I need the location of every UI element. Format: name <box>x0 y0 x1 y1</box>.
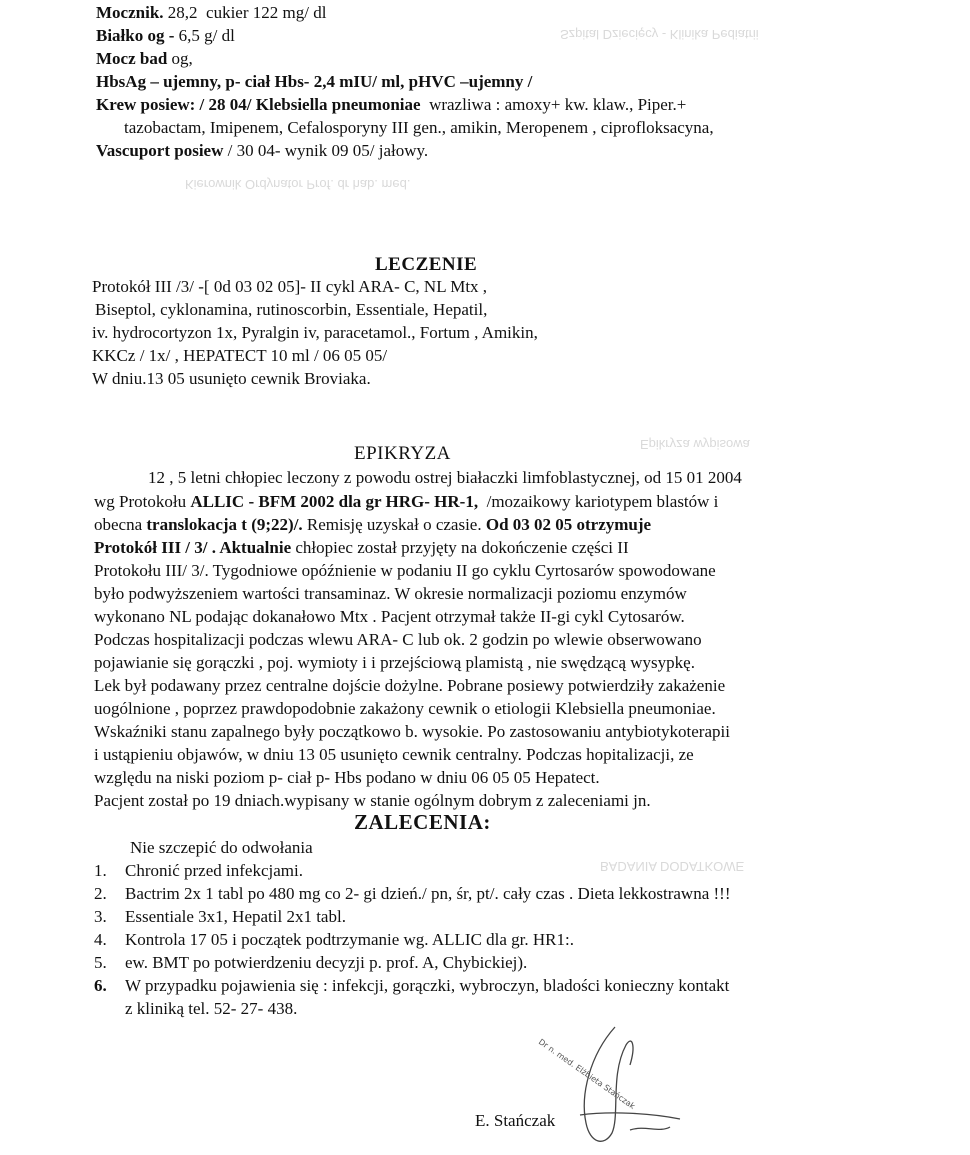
bleed-through-text: Epikryza wypisowa <box>640 437 750 452</box>
epikryza-protocol: ALLIC - BFM 2002 dla gr HRG- HR-1, <box>190 492 479 511</box>
epikryza-line: było podwyższeniem wartości transaminaz. W okresie normalizacji poziomu enzymów <box>94 584 687 603</box>
epikryza-line: pojawianie się gorączki , poj. wymioty i i przejściową plamistą , nie swędzącą wysypkę. <box>94 653 695 672</box>
zalecenia-item-text: Essentiale 3x1, Hepatil 2x1 tabl. <box>125 907 346 926</box>
result-krew-line2: tazobactam, Imipenem, Cefalosporyny III gen., amikin, Meropenem , ciprofloksacyna, <box>124 118 714 137</box>
zalecenia-item-text: W przypadku pojawienia się : infekcji, gorączki, wybroczyn, bladości konieczny kontakt <box>125 976 730 995</box>
result-vascuport-rest: / 30 04- wynik 09 05/ jałowy. <box>227 141 429 160</box>
zalecenia-item-text: Bactrim 2x 1 tabl po 480 mg co 2- gi dzień./ pn, śr, pt/. cały czas . Dieta lekkostrawna !!! <box>125 884 731 903</box>
epikryza-text: wg Protokołu <box>94 492 187 511</box>
epikryza-line: Pacjent został po 19 dniach.wypisany w stanie ogólnym dobrym z zaleceniami jn. <box>94 791 651 810</box>
zalecenia-item-number: 1. <box>94 861 107 880</box>
zalecenia-item-text: ew. BMT po potwierdzeniu decyzji p. prof. A, Chybickiej). <box>125 953 528 972</box>
zalecenia-item-number: 3. <box>94 907 107 926</box>
zalecenia-item-text: Kontrola 17 05 i początek podtrzymanie wg. ALLIC dla gr. HR1:. <box>125 930 574 949</box>
result-mocz <box>96 50 193 67</box>
result-mocz-label: Mocz bad <box>96 49 168 68</box>
epikryza-line: względu na niski poziom p- ciał p- Hbs podano w dniu 06 05 05 Hepatect. <box>94 768 600 787</box>
epikryza-line: Protokołu III/ 3/. Tygodniowe opóźnienie w podaniu II go cyklu Cyrtosarów spowodowane <box>94 561 716 580</box>
result-mocznik-label: Mocznik. <box>96 3 164 22</box>
leczenie-line: KKCz / 1x/ , HEPATECT 10 ml / 06 05 05/ <box>92 346 388 365</box>
leczenie-line: iv. hydrocortyzon 1x, Pyralgin iv, paracetamol., Fortum , Amikin, <box>92 323 538 342</box>
zalecenia-intro: Nie szczepić do odwołania <box>130 838 313 857</box>
section-title-leczenie: LECZENIE <box>375 254 478 275</box>
leczenie-line: Biseptol, cyklonamina, rutinoscorbin, Essentiale, Hepatil, <box>95 300 488 319</box>
epikryza-text: /mozaikowy kariotypem blastów i <box>486 492 719 511</box>
epikryza-line <box>94 516 651 533</box>
epikryza-line: wykonano NL podając dokanałowo Mtx . Pacjent otrzymał także II-gi cykl Cytosarów. <box>94 607 685 626</box>
zalecenia-item-text: Chronić przed infekcjami. <box>125 861 303 880</box>
epikryza-line <box>94 539 629 556</box>
zalecenia-item-number: 5. <box>94 953 107 972</box>
section-title-zalecenia: ZALECENIA: <box>354 810 491 834</box>
epikryza-text: Remisję uzyskał o czasie. <box>306 515 482 534</box>
result-vascuport <box>96 142 428 159</box>
epikryza-line: 12 , 5 letni chłopiec leczony z powodu ostrej białaczki limfoblastycznej, od 15 01 2004 <box>148 468 742 487</box>
section-title-epikryza: EPIKRYZA <box>354 443 451 464</box>
result-krew-posiew <box>96 96 686 113</box>
result-mocz-value: og, <box>171 49 193 68</box>
result-mocznik <box>96 4 326 21</box>
zalecenia-item-text-cont: z kliniką tel. 52- 27- 438. <box>125 999 298 1018</box>
zalecenia-item-number: 2. <box>94 884 107 903</box>
result-krew-label: Krew posiew: / 28 04/ Klebsiella pneumoniae <box>96 95 421 114</box>
doctor-stamp-signature <box>520 1015 720 1155</box>
result-bialko-label: Białko og - <box>96 26 175 45</box>
epikryza-text-bold: Protokół III / 3/ . Aktualnie <box>94 538 292 557</box>
result-hbs: HbsAg – ujemny, p- ciał Hbs- 2,4 mIU/ ml, pHVC –ujemny / <box>96 72 533 91</box>
result-vascuport-label: Vascuport posiew <box>96 141 224 160</box>
result-bialko-value: 6,5 g/ dl <box>178 26 235 45</box>
zalecenia-item-number: 4. <box>94 930 107 949</box>
epikryza-line <box>94 493 718 510</box>
stamp-text: Dr n. med. Elżbieta Stańczak <box>536 1037 637 1111</box>
epikryza-text: chłopiec został przyjęty na dokończenie części II <box>295 538 629 557</box>
epikryza-line: i ustąpieniu objawów, w dniu 13 05 usunięto cewnik centralny. Podczas hopitalizacji, ze <box>94 745 694 764</box>
epikryza-line: Podczas hospitalizacji podczas wlewu ARA- C lub ok. 2 godzin po wlewie obserwowano <box>94 630 702 649</box>
zalecenia-item-number: 6. <box>94 976 107 995</box>
signature-name: E. Stańczak <box>475 1111 556 1130</box>
leczenie-line: Protokół III /3/ -[ 0d 03 02 05]- II cykl ARA- C, NL Mtx , <box>92 277 488 296</box>
bleed-through-text: Kierownik Ordynator Prof. dr hab. med. <box>185 177 411 192</box>
epikryza-text: obecna <box>94 515 143 534</box>
leczenie-line: W dniu.13 05 usunięto cewnik Broviaka. <box>92 369 371 388</box>
bleed-through-text: Szpital Dziecięcy - Klinika Pediatrii <box>560 27 759 42</box>
bleed-through-text: BADANIA DODATKOWE <box>600 859 745 874</box>
epikryza-line: Lek był podawany przez centralne dojście dożylne. Pobrane posiewy potwierdziły zakażenie <box>94 676 726 695</box>
result-krew-rest: wrazliwa : amoxy+ kw. klaw., Piper.+ <box>429 95 687 114</box>
epikryza-translocation: translokacja t (9;22)/. <box>146 515 303 534</box>
epikryza-text-bold: Od 03 02 05 otrzymuje <box>485 515 652 534</box>
epikryza-line: Wskaźniki stanu zapalnego były początkowo b. wysokie. Po zastosowaniu antybiotykoterapii <box>94 722 730 741</box>
result-mocznik-value: 28,2 <box>167 3 198 22</box>
epikryza-line: uogólnione , poprzez prawdopodobnie zakażony cewnik o etiologii Klebsiella pneumoniae. <box>94 699 716 718</box>
result-bialko <box>96 27 235 44</box>
result-cukier: cukier 122 mg/ dl <box>206 3 327 22</box>
